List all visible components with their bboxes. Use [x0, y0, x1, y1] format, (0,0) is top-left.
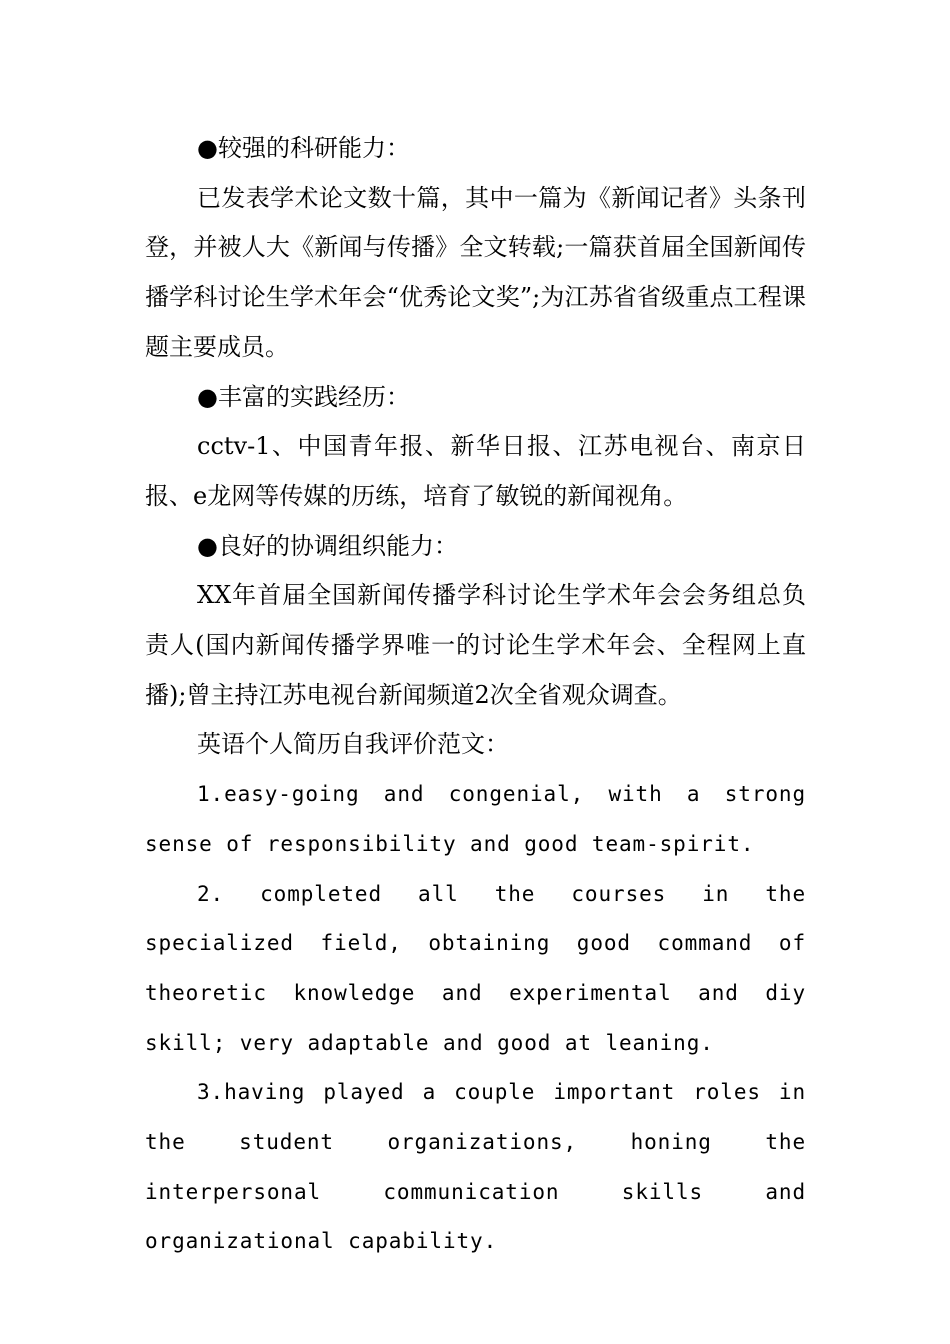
- document-page: [145, 124, 806, 1267]
- heading-english-self-evaluation: 英语个人简历自我评价范文：: [197, 730, 509, 759]
- paragraph-coordination-details: XX年首届全国新闻传播学科讨论生学术年会会务组总负责人(国内新闻传播学界唯一的讨论生学术年会、全程网上直播);曾主持江苏电视台新闻频道2次全省观众调查。: [145, 581, 806, 709]
- paragraph-research-details: 已发表学术论文数十篇，其中一篇为《新闻记者》头条刊登，并被人大《新闻与传播》全文转载;一篇获首届全国新闻传播学科讨论生学术年会“优秀论文奖”;为江苏省省级重点工程课题主要成员。: [145, 183, 806, 361]
- heading-practice-experience: ●丰富的实践经历：: [197, 382, 410, 411]
- paragraph-practice-details: cctv-1、中国青年报、新华日报、江苏电视台、南京日报、e龙网等传媒的历练，培育了敏锐的新闻视角。: [145, 432, 806, 510]
- paragraph-english-item-1: 1.easy-going and congenial, with a strong sense of responsibility and good team-spirit.: [145, 782, 806, 856]
- paragraph-english-item-3: 3.having played a couple important roles in the student organizations, honing the interpersonal communication skills and organizational capability.: [145, 1080, 806, 1254]
- heading-research-ability: ●较强的科研能力：: [197, 134, 410, 162]
- paragraph-english-item-2: 2. completed all the courses in the specialized field, obtaining good command of theoretic knowledge and experimental and diy skill; very adaptable and good at leaning.: [145, 881, 806, 1055]
- heading-coordination-ability: ●良好的协调组织能力：: [197, 531, 458, 560]
